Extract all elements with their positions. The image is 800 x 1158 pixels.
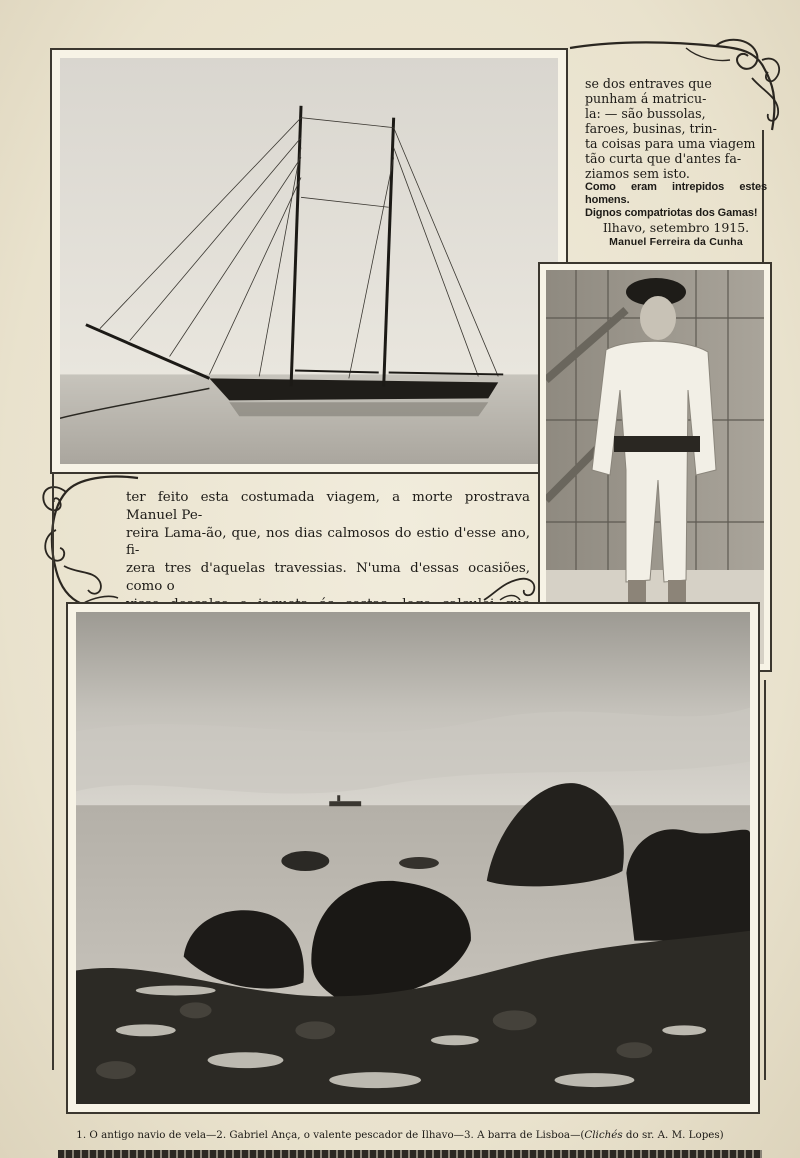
caption-tail: do sr. A. M. Lopes) bbox=[622, 1129, 724, 1141]
middle-line-2: reira Lama-ão, que, nos dias calmosos do estio d'esse ano, fi- bbox=[126, 525, 530, 559]
lisbon-bar-shore-photo bbox=[66, 602, 760, 1114]
decorative-bottom-border bbox=[58, 1150, 762, 1158]
middle-line-1: ter feito esta costumada viagem, a morte prostrava Manuel Pe- bbox=[126, 490, 530, 523]
author-signature: Manuel Ferreira da Cunha bbox=[609, 236, 743, 248]
column-line: faroes, businas, trin- bbox=[585, 121, 717, 136]
photo-caption bbox=[0, 1129, 800, 1141]
article-paragraph-continuation bbox=[585, 76, 767, 181]
column-line: se dos entraves que bbox=[585, 76, 712, 91]
caption-italic: Clichés bbox=[584, 1129, 623, 1141]
column-line: punham á matricu- bbox=[585, 91, 707, 106]
right-rule-lower bbox=[764, 680, 766, 1080]
caption-main: 1. O antigo navio de vela—2. Gabriel Ança, o valente pescador de Ilhavo—3. A barra de Lisboa—( bbox=[76, 1129, 585, 1141]
column-line: ta coisas para uma viagem bbox=[585, 136, 756, 151]
article-column-top-right bbox=[585, 76, 767, 250]
column-line: la: — são bussolas, bbox=[585, 106, 706, 121]
place-date: Ilhavo, setembro 1915. bbox=[602, 220, 750, 235]
middle-line-3: zera tres d'aquelas travessias. N'uma d'essas ocasiões, como o bbox=[126, 561, 530, 594]
column-line: tão curta que d'antes fa- bbox=[585, 151, 742, 166]
left-rule bbox=[52, 470, 54, 1070]
column-line: ziamos sem isto. bbox=[585, 166, 690, 181]
sailing-ship-photo bbox=[50, 48, 568, 474]
bold-exclamation-1: Como eram intrepidos estes homens. bbox=[585, 181, 767, 206]
bold-exclamation-2: Dignos compatriotas dos Gamas! bbox=[585, 207, 758, 219]
